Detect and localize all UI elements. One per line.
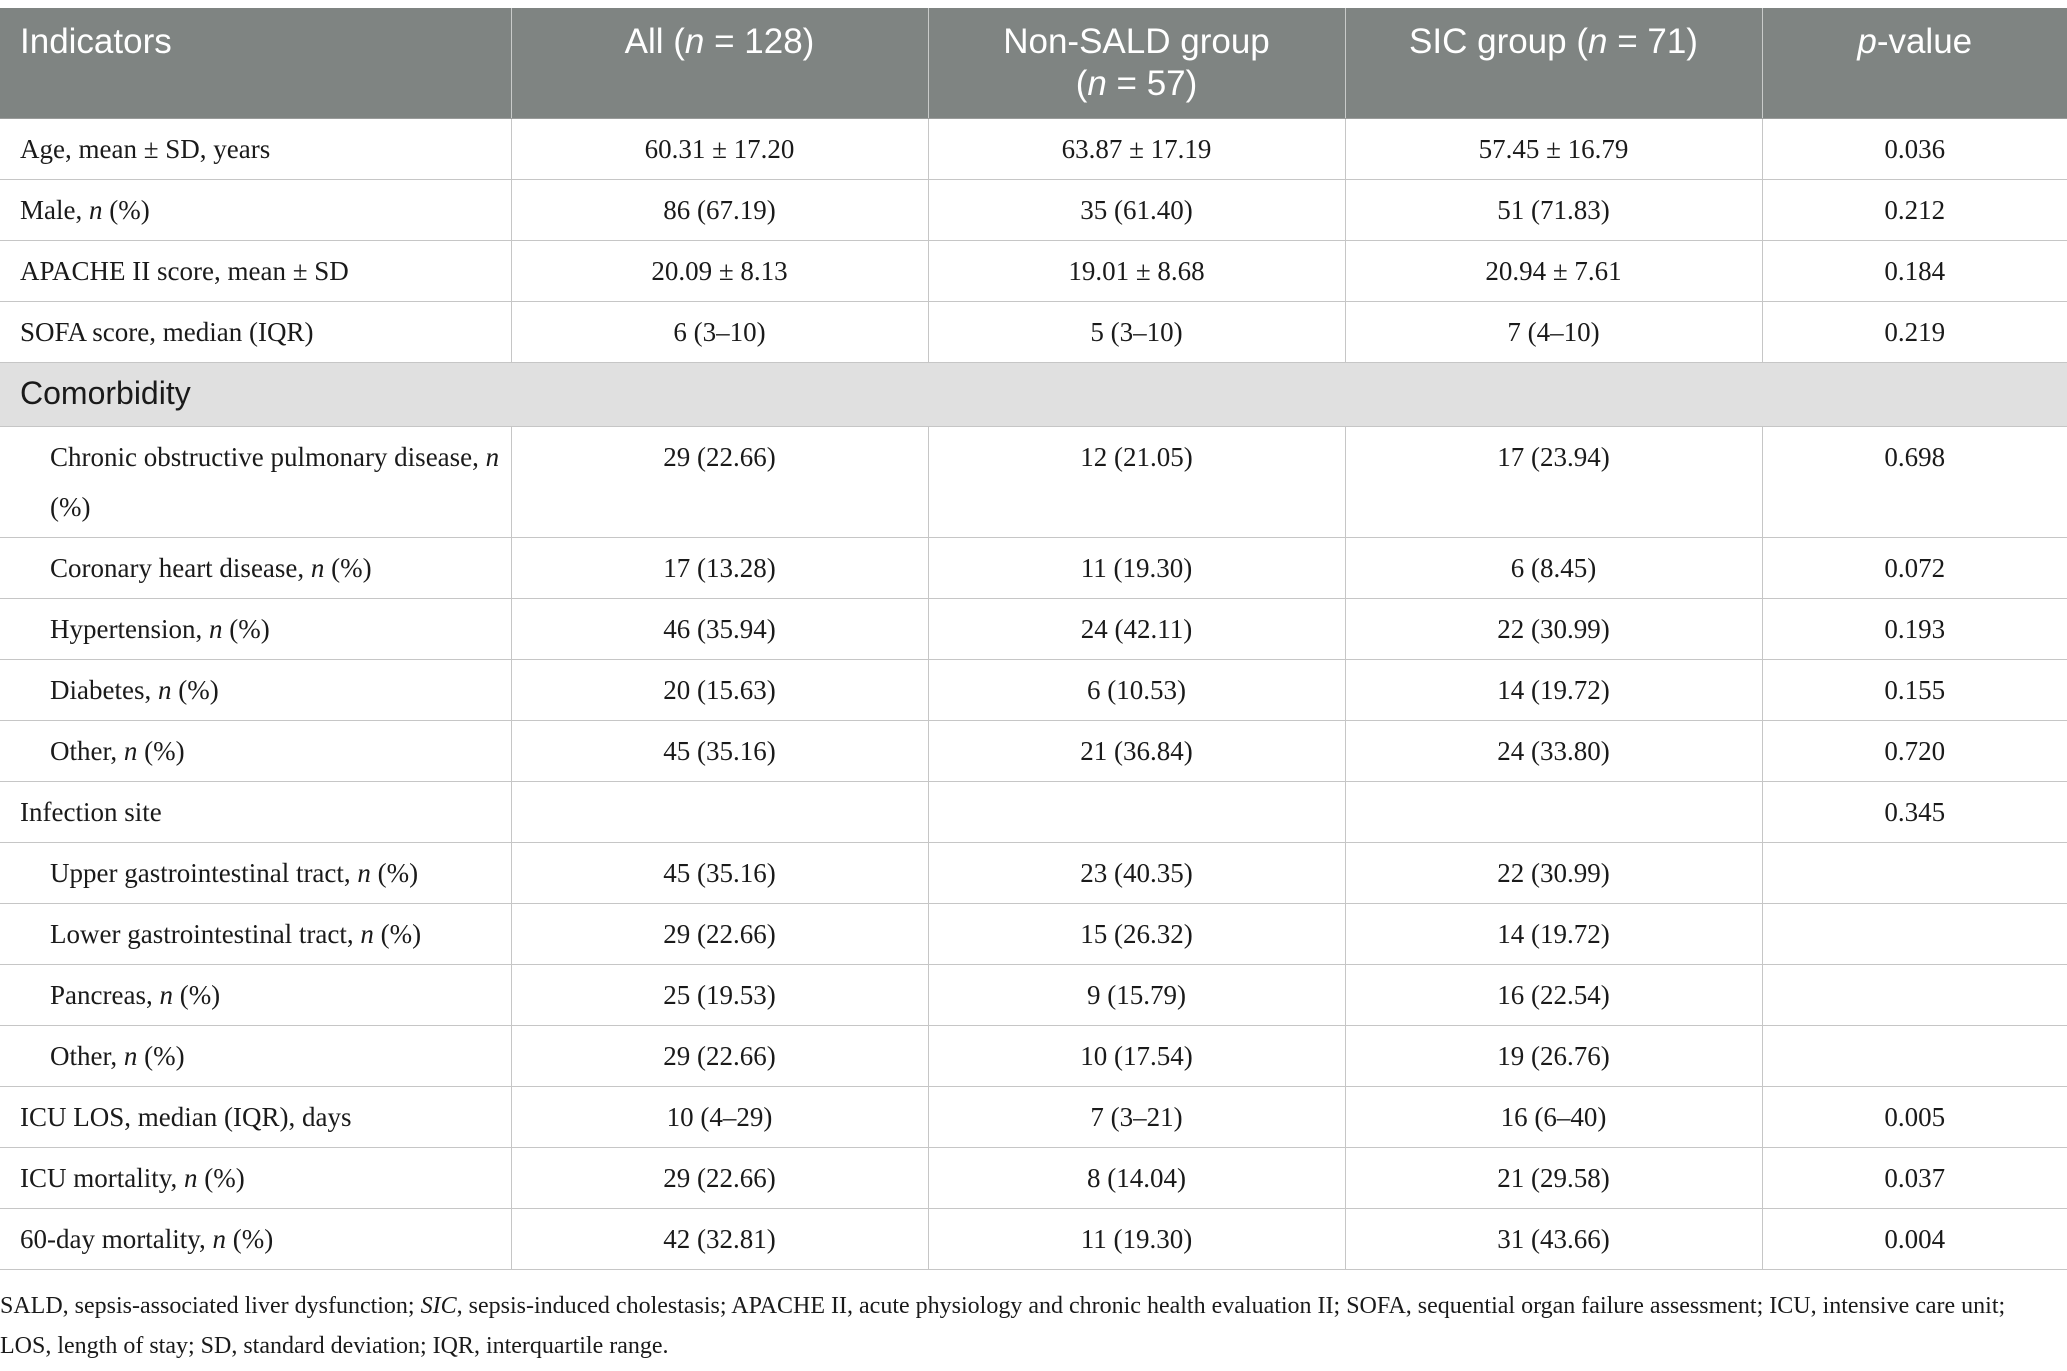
table-row (0, 598, 2067, 659)
section-label: Comorbidity (0, 362, 2067, 426)
cell-p: 0.720 (1762, 720, 2067, 781)
row-label: Diabetes, n (%) (0, 659, 511, 720)
cell-p: 0.184 (1762, 240, 2067, 301)
cell-p: 0.193 (1762, 598, 2067, 659)
cell-all: 17 (13.28) (511, 537, 928, 598)
table-footnote: SALD, sepsis-associated liver dysfunction; SIC, sepsis-induced cholestasis; APACHE II, acute physiology and chronic health evaluation II; SOFA, sequential organ failure assessment; ICU, intensive care unit; LOS, length of stay; SD, standard deviation; IQR, interquartile range. (0, 1293, 2006, 1359)
row-label: Age, mean ± SD, years (0, 118, 511, 179)
cell-all: 29 (22.66) (511, 426, 928, 537)
table-row (0, 842, 2067, 903)
cell-all: 10 (4–29) (511, 1086, 928, 1147)
cell-non-sald: 7 (3–21) (928, 1086, 1345, 1147)
cell-all: 86 (67.19) (511, 179, 928, 240)
cell-non-sald: 11 (19.30) (928, 1208, 1345, 1269)
table-row (0, 118, 2067, 179)
row-label: Pancreas, n (%) (0, 964, 511, 1025)
row-label: Other, n (%) (0, 1025, 511, 1086)
cell-sic: 20.94 ± 7.61 (1345, 240, 1762, 301)
cell-non-sald: 35 (61.40) (928, 179, 1345, 240)
cell-sic: 21 (29.58) (1345, 1147, 1762, 1208)
cell-non-sald: 8 (14.04) (928, 1147, 1345, 1208)
cell-sic: 14 (19.72) (1345, 903, 1762, 964)
cell-sic (1345, 781, 1762, 842)
cell-non-sald: 24 (42.11) (928, 598, 1345, 659)
table-header-row (0, 8, 2067, 118)
cell-all: 42 (32.81) (511, 1208, 928, 1269)
cell-all: 29 (22.66) (511, 1147, 928, 1208)
cell-non-sald: 10 (17.54) (928, 1025, 1345, 1086)
table-row (0, 1025, 2067, 1086)
cell-sic: 6 (8.45) (1345, 537, 1762, 598)
table-row (0, 964, 2067, 1025)
row-label: Upper gastrointestinal tract, n (%) (0, 842, 511, 903)
cell-sic: 17 (23.94) (1345, 426, 1762, 537)
table-row-infection-site (0, 781, 2067, 842)
table-row (0, 659, 2067, 720)
cell-p (1762, 1025, 2067, 1086)
table-container (0, 8, 2067, 1270)
cell-all: 45 (35.16) (511, 842, 928, 903)
header-indicators: Indicators (0, 8, 511, 118)
cell-non-sald: 5 (3–10) (928, 301, 1345, 362)
row-label: ICU LOS, median (IQR), days (0, 1086, 511, 1147)
table-row (0, 301, 2067, 362)
cell-sic: 7 (4–10) (1345, 301, 1762, 362)
row-label: Infection site (0, 781, 511, 842)
cell-non-sald: 21 (36.84) (928, 720, 1345, 781)
header-all: All (n = 128) (511, 8, 928, 118)
cell-sic: 24 (33.80) (1345, 720, 1762, 781)
row-label: Chronic obstructive pulmonary disease, n (%) (0, 426, 511, 537)
table-row (0, 240, 2067, 301)
cell-p: 0.036 (1762, 118, 2067, 179)
cell-p: 0.004 (1762, 1208, 2067, 1269)
cell-p (1762, 842, 2067, 903)
cell-sic: 22 (30.99) (1345, 598, 1762, 659)
cell-sic: 51 (71.83) (1345, 179, 1762, 240)
cell-sic: 22 (30.99) (1345, 842, 1762, 903)
cell-non-sald: 19.01 ± 8.68 (928, 240, 1345, 301)
table-row (0, 1147, 2067, 1208)
cell-sic: 31 (43.66) (1345, 1208, 1762, 1269)
cell-all: 6 (3–10) (511, 301, 928, 362)
cell-non-sald: 63.87 ± 17.19 (928, 118, 1345, 179)
row-label: ICU mortality, n (%) (0, 1147, 511, 1208)
header-sic: SIC group (n = 71) (1345, 8, 1762, 118)
table-row (0, 1086, 2067, 1147)
cell-all: 29 (22.66) (511, 1025, 928, 1086)
cell-sic: 14 (19.72) (1345, 659, 1762, 720)
cell-non-sald (928, 781, 1345, 842)
cell-non-sald: 15 (26.32) (928, 903, 1345, 964)
cell-p (1762, 903, 2067, 964)
row-label: 60-day mortality, n (%) (0, 1208, 511, 1269)
table-row (0, 720, 2067, 781)
cell-all: 25 (19.53) (511, 964, 928, 1025)
cell-p: 0.698 (1762, 426, 2067, 537)
row-label: Male, n (%) (0, 179, 511, 240)
cell-p: 0.037 (1762, 1147, 2067, 1208)
table-row (0, 179, 2067, 240)
header-p-value: p-value (1762, 8, 2067, 118)
cell-non-sald: 12 (21.05) (928, 426, 1345, 537)
cell-p (1762, 964, 2067, 1025)
table-row (0, 537, 2067, 598)
cell-all: 20.09 ± 8.13 (511, 240, 928, 301)
cell-non-sald: 11 (19.30) (928, 537, 1345, 598)
cell-p: 0.345 (1762, 781, 2067, 842)
row-label: Lower gastrointestinal tract, n (%) (0, 903, 511, 964)
cell-p: 0.005 (1762, 1086, 2067, 1147)
section-row-comorbidity (0, 362, 2067, 426)
cell-p: 0.155 (1762, 659, 2067, 720)
row-label: Coronary heart disease, n (%) (0, 537, 511, 598)
cell-non-sald: 6 (10.53) (928, 659, 1345, 720)
header-non-sald: Non-SALD group (n = 57) (928, 8, 1345, 118)
cell-all: 29 (22.66) (511, 903, 928, 964)
table-row (0, 903, 2067, 964)
cell-p: 0.219 (1762, 301, 2067, 362)
cell-non-sald: 9 (15.79) (928, 964, 1345, 1025)
cell-all: 60.31 ± 17.20 (511, 118, 928, 179)
cell-all (511, 781, 928, 842)
table-row (0, 1208, 2067, 1269)
cell-sic: 16 (6–40) (1345, 1086, 1762, 1147)
cell-non-sald: 23 (40.35) (928, 842, 1345, 903)
cell-all: 20 (15.63) (511, 659, 928, 720)
cell-sic: 16 (22.54) (1345, 964, 1762, 1025)
cell-sic: 57.45 ± 16.79 (1345, 118, 1762, 179)
row-label: APACHE II score, mean ± SD (0, 240, 511, 301)
cell-p: 0.072 (1762, 537, 2067, 598)
row-label: SOFA score, median (IQR) (0, 301, 511, 362)
cell-all: 45 (35.16) (511, 720, 928, 781)
cell-p: 0.212 (1762, 179, 2067, 240)
cell-all: 46 (35.94) (511, 598, 928, 659)
baseline-characteristics-table (0, 8, 2067, 1270)
cell-sic: 19 (26.76) (1345, 1025, 1762, 1086)
table-row (0, 426, 2067, 537)
row-label: Hypertension, n (%) (0, 598, 511, 659)
row-label: Other, n (%) (0, 720, 511, 781)
